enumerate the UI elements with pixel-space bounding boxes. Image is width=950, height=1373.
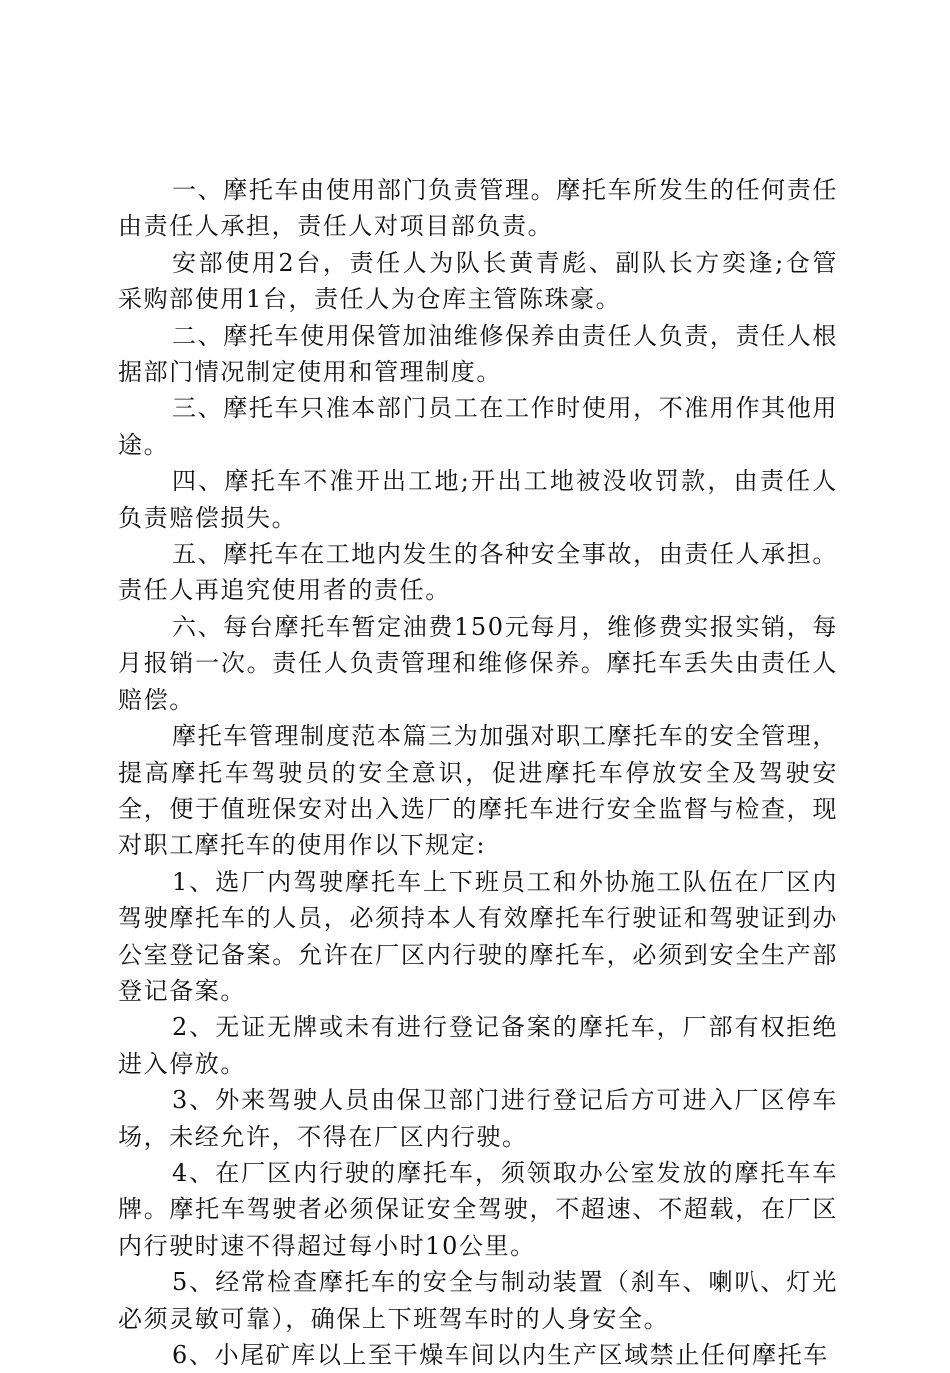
paragraph-5: 四、摩托车不准开出工地;开出工地被没收罚款，由责任人负责赔偿损失。 xyxy=(118,467,838,532)
paragraph-6: 五、摩托车在工地内发生的各种安全事故，由责任人承担。责任人再追究使用者的责任。 xyxy=(118,540,838,605)
paragraph-2: 安部使用2台，责任人为队长黄青彪、副队长方奕逢;仓管采购部使用1台，责任人为仓库主管陈珠豪。 xyxy=(118,248,838,314)
paragraph-3: 二、摩托车使用保管加油维修保养由责任人负责，责任人根据部门情况制定使用和管理制度。 xyxy=(118,321,838,387)
paragraph-10: 2、无证无牌或未有进行登记备案的摩托车，厂部有权拒绝进入停放。 xyxy=(118,1013,838,1078)
paragraph-8: 摩托车管理制度范本篇三为加强对职工摩托车的安全管理，提高摩托车驾驶员的安全意识，促进摩托车停放安全及驾驶安全，便于值班保安对出入选厂的摩托车进行安全监督与检查，现对职工摩托车的使用作以下规定: xyxy=(118,722,838,860)
paragraph-7: 六、每台摩托车暂定油费150元每月，维修费实报实销，每月报销一次。责任人负责管理和维修保养。摩托车丢失由责任人赔偿。 xyxy=(118,612,838,714)
paragraph-11: 3、外来驾驶人员由保卫部门进行登记后方可进入厂区停车场，未经允许，不得在厂区内行驶。 xyxy=(118,1086,838,1151)
paragraph-1: 一、摩托车由使用部门负责管理。摩托车所发生的任何责任由责任人承担，责任人对项目部负责。 xyxy=(118,176,838,241)
paragraph-14: 6、小尾矿库以上至干燥车间以内生产区域禁止任何摩托车 xyxy=(172,1341,829,1369)
paragraph-13: 5、经常检查摩托车的安全与制动装置（刹车、喇叭、灯光必须灵敏可靠），确保上下班驾车时的人身安全。 xyxy=(118,1268,838,1333)
document-body xyxy=(118,172,838,1373)
paragraph-12: 4、在厂区内行驶的摩托车，须领取办公室发放的摩托车车牌。摩托车驾驶者必须保证安全驾驶，不超速、不超载，在厂区内行驶时速不得超过每小时10公里。 xyxy=(118,1158,838,1260)
paragraph-9: 1、选厂内驾驶摩托车上下班员工和外协施工队伍在厂区内驾驶摩托车的人员，必须持本人有效摩托车行驶证和驾驶证到办公室登记备案。允许在厂区内行驶的摩托车，必须到安全生产部登记备案。 xyxy=(118,867,838,1005)
paragraph-4: 三、摩托车只准本部门员工在工作时使用，不准用作其他用途。 xyxy=(118,394,838,459)
